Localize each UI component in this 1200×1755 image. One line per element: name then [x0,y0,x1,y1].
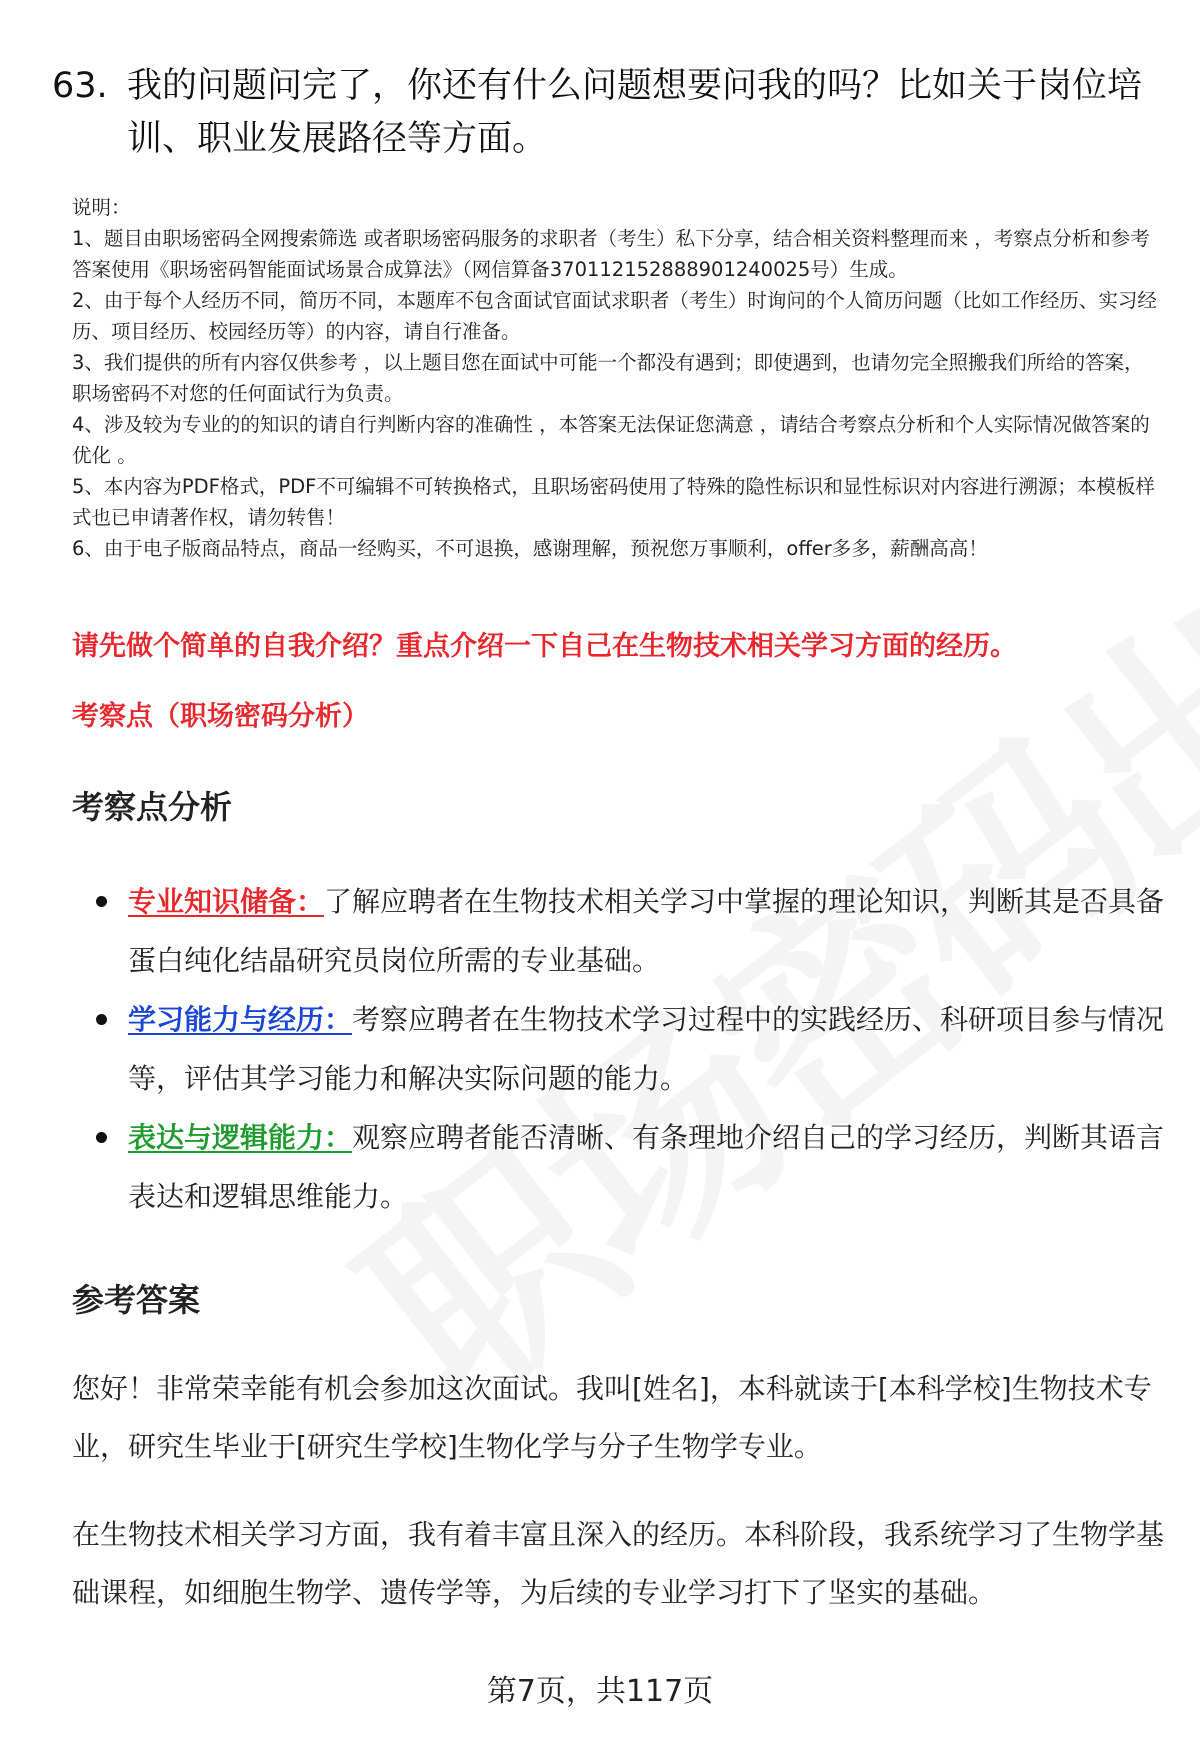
note-item: 6、由于电子版商品特点，商品一经购买，不可退换，感谢理解，预祝您万事顺利，offer多多，薪酬高高！ [72,537,988,560]
bullet-icon [96,896,107,907]
point-text: 观察应聘者能否清晰、有条理地介绍自己的学习经历，判断其语言表达和逻辑思维能力。 [128,1121,1165,1213]
question-text: 我的问题问完了，你还有什么问题想要问我的吗？比如关于岗位培训、职业发展路径等方面。 [127,66,1143,159]
disclaimer-notes [72,192,1162,564]
kaochadian-heading: 考察点（职场密码分析） [72,701,369,732]
note-item: 4、涉及较为专业的的知识的请自行判断内容的准确性 ，本答案无法保证您满意 ，请结合考察点分析和个人实际情况做答案的优化 。 [72,413,1150,467]
point-text: 考察应聘者在生物技术学习过程中的实践经历、科研项目参与情况等，评估其学习能力和解决实际问题的能力。 [128,1003,1165,1095]
note-item: 2、由于每个人经历不同，简历不同，本题库不包含面试官面试求职者（考生）时询问的个人简历问题（比如工作经历、实习经历、项目经历、校园经历等）的内容，请自行准备。 [72,289,1157,343]
analysis-points [96,872,1166,1226]
page-footer: 第7页，共117页 [486,1674,714,1709]
note-item: 3、我们提供的所有内容仅供参考 ，以上题目您在面试中可能一个都没有遇到；即使遇到，也请勿完全照搬我们所给的答案，职场密码不对您的任何面试行为负责。 [72,351,1144,405]
question-number: 63. [52,66,108,106]
answer-body [72,1360,1172,1652]
bullet-icon [96,1014,107,1025]
analysis-point [96,872,1166,990]
analysis-point [96,990,1166,1108]
point-text: 了解应聘者在生物技术相关学习中掌握的理论知识，判断其是否具备蛋白纯化结晶研究员岗位所需的专业基础。 [128,885,1165,977]
point-label: 学习能力与经历： [128,1003,353,1036]
answer-paragraph: 您好！非常荣幸能有机会参加这次面试。我叫[姓名]，本科就读于[本科学校]生物技术专业，研究生毕业于[研究生学校]生物化学与分子生物学专业。 [72,1372,1152,1463]
notes-heading: 说明： [72,196,131,219]
question-block [52,60,1162,166]
point-label: 表达与逻辑能力： [128,1121,353,1154]
analysis-title: 考察点分析 [72,788,233,826]
analysis-point [96,1108,1166,1226]
bullet-icon [96,1132,107,1143]
next-question: 请先做个简单的自我介绍？重点介绍一下自己在生物技术相关学习方面的经历。 [72,631,1017,662]
answer-paragraph: 在生物技术相关学习方面，我有着丰富且深入的经历。本科阶段，我系统学习了生物学基础课程，如细胞生物学、遗传学等，为后续的专业学习打下了坚实的基础。 [72,1518,1165,1609]
answer-title: 参考答案 [72,1281,201,1319]
point-label: 专业知识储备： [128,885,325,918]
note-item: 5、本内容为PDF格式，PDF不可编辑不可转换格式，且职场密码使用了特殊的隐性标识和显性标识对内容进行溯源；本模板样式也已申请著作权，请勿转售！ [72,475,1155,529]
note-item: 1、题目由职场密码全网搜索筛选 或者职场密码服务的求职者（考生）私下分享，结合相关资料整理而来 ，考察点分析和参考答案使用《职场密码智能面试场景合成算法》（网信算备370112152888901240025号）生成。 [72,227,1150,281]
